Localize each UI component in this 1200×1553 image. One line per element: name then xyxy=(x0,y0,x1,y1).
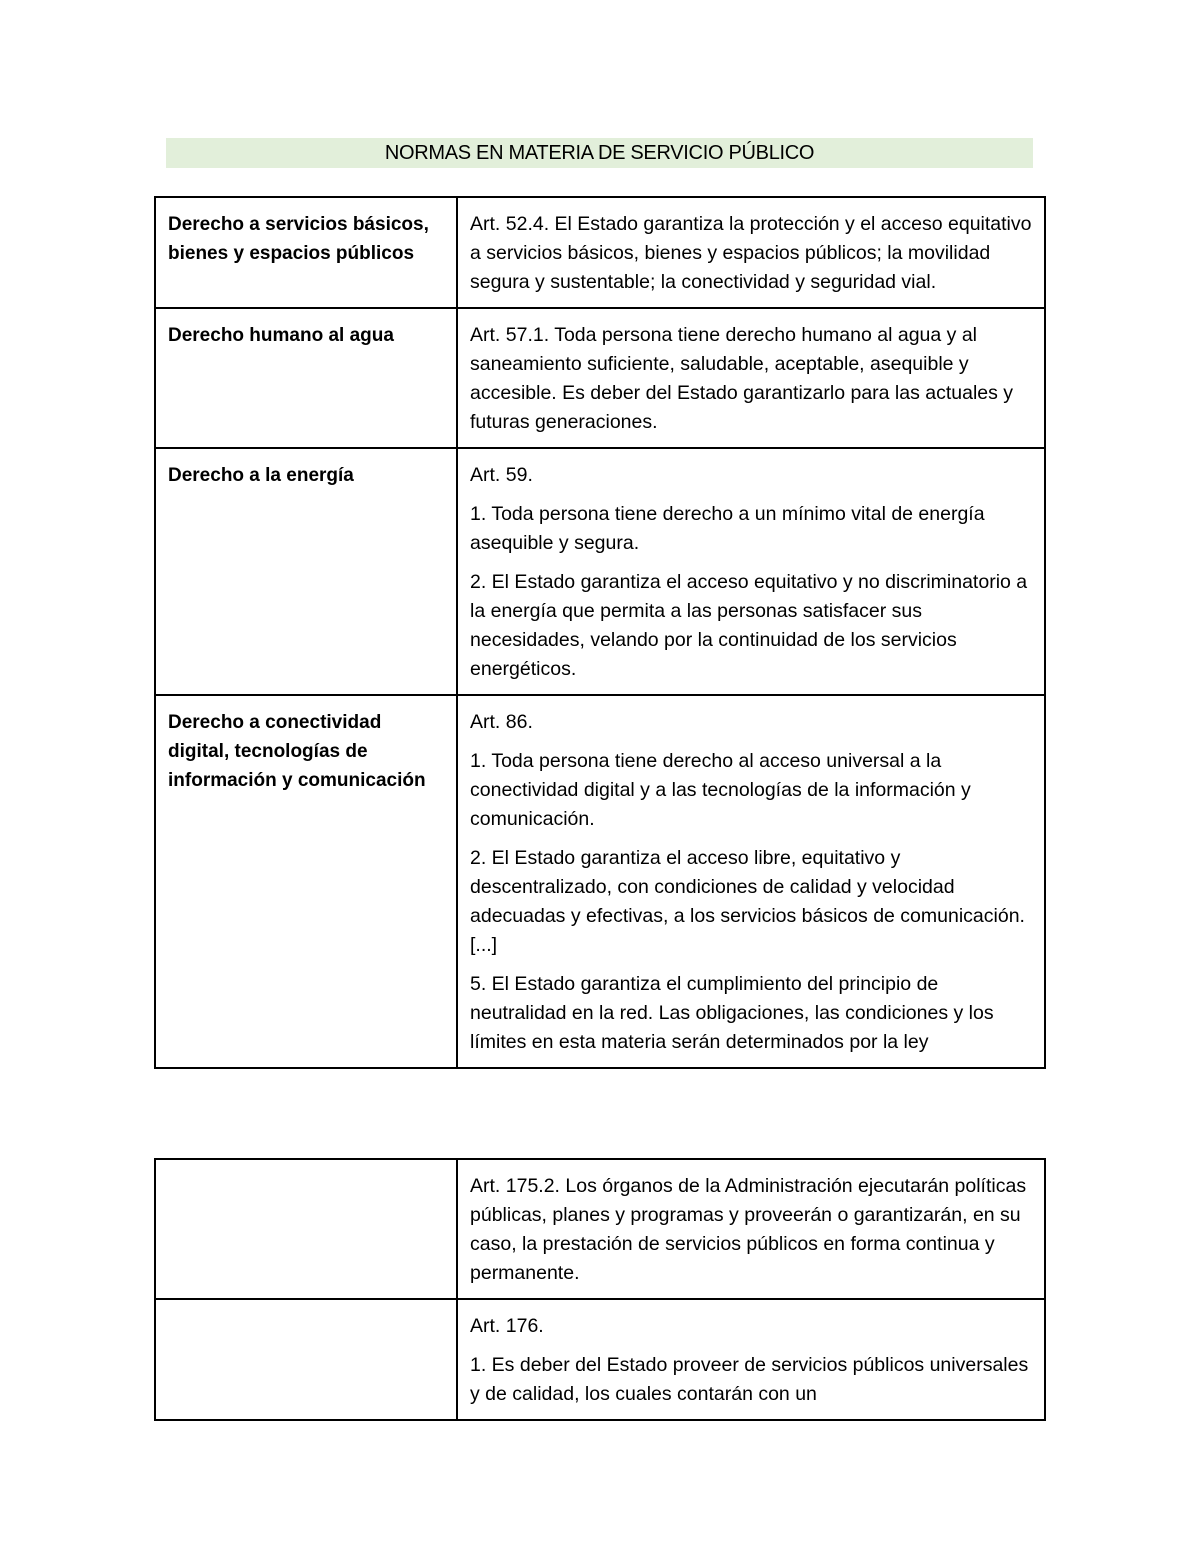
table-row xyxy=(155,308,1045,448)
article-cell xyxy=(457,448,1045,695)
article-cell xyxy=(457,1159,1045,1299)
row-label-cell xyxy=(155,308,457,448)
norms-table-continued xyxy=(154,1158,1046,1421)
article-paragraph: Art. 175.2. Los órganos de la Administración ejecutarán políticas públicas, planes y programas y proveerán o garantizarán, en su caso, la prestación de servicios públicos en forma continua y permanente. xyxy=(470,1175,1027,1284)
article-paragraph: Art. 57.1. Toda persona tiene derecho humano al agua y al saneamiento suficiente, saludable, aceptable, asequible y accesible. Es deber del Estado garantizarlo para las actuales y futuras generaciones. xyxy=(470,324,1014,433)
document-title-bar xyxy=(166,138,1033,168)
row-label-cell xyxy=(155,197,457,308)
article-heading: Art. 176. xyxy=(470,1315,544,1337)
article-heading: Art. 59. xyxy=(470,464,533,486)
article-cell xyxy=(457,197,1045,308)
table-row xyxy=(155,197,1045,308)
row-label: Derecho a la energía xyxy=(168,465,354,486)
article-paragraph: 1. Es deber del Estado proveer de servicios públicos universales y de calidad, los cuales contarán con un xyxy=(470,1354,1029,1405)
table-row xyxy=(155,448,1045,695)
table-row xyxy=(155,695,1045,1068)
article-cell xyxy=(457,308,1045,448)
row-label: Derecho a servicios básicos, bienes y espacios públicos xyxy=(168,214,429,264)
article-heading: Art. 86. xyxy=(470,711,533,733)
row-label: Derecho a conectividad digital, tecnologías de información y comunicación xyxy=(168,712,426,791)
row-label-cell xyxy=(155,695,457,1068)
row-label-cell xyxy=(155,448,457,695)
table-row xyxy=(155,1299,1045,1420)
table-row xyxy=(155,1159,1045,1299)
row-label: Derecho humano al agua xyxy=(168,325,394,346)
norms-table-main xyxy=(154,196,1046,1069)
article-paragraph: 5. El Estado garantiza el cumplimiento del principio de neutralidad en la red. Las obligaciones, las condiciones y los límites en esta materia serán determinados por la ley xyxy=(470,973,994,1053)
article-paragraph: 2. El Estado garantiza el acceso libre, equitativo y descentralizado, con condiciones de calidad y velocidad adecuadas y efectivas, a los servicios básicos de comunicación. [...] xyxy=(470,847,1025,956)
article-paragraph: 1. Toda persona tiene derecho al acceso universal a la conectividad digital y a las tecnologías de la información y comunicación. xyxy=(470,750,971,830)
article-paragraph: 2. El Estado garantiza el acceso equitativo y no discriminatorio a la energía que permita a las personas satisfacer sus necesidades, velando por la continuidad de los servicios energéticos. xyxy=(470,571,1028,680)
article-cell xyxy=(457,1299,1045,1420)
row-label-cell xyxy=(155,1299,457,1420)
article-cell xyxy=(457,695,1045,1068)
row-label-cell xyxy=(155,1159,457,1299)
article-paragraph: Art. 52.4. El Estado garantiza la protección y el acceso equitativo a servicios básicos, bienes y espacios públicos; la movilidad segura y sustentable; la conectividad y seguridad vial. xyxy=(470,213,1032,293)
article-paragraph: 1. Toda persona tiene derecho a un mínimo vital de energía asequible y segura. xyxy=(470,503,985,554)
document-title: NORMAS EN MATERIA DE SERVICIO PÚBLICO xyxy=(384,141,815,164)
